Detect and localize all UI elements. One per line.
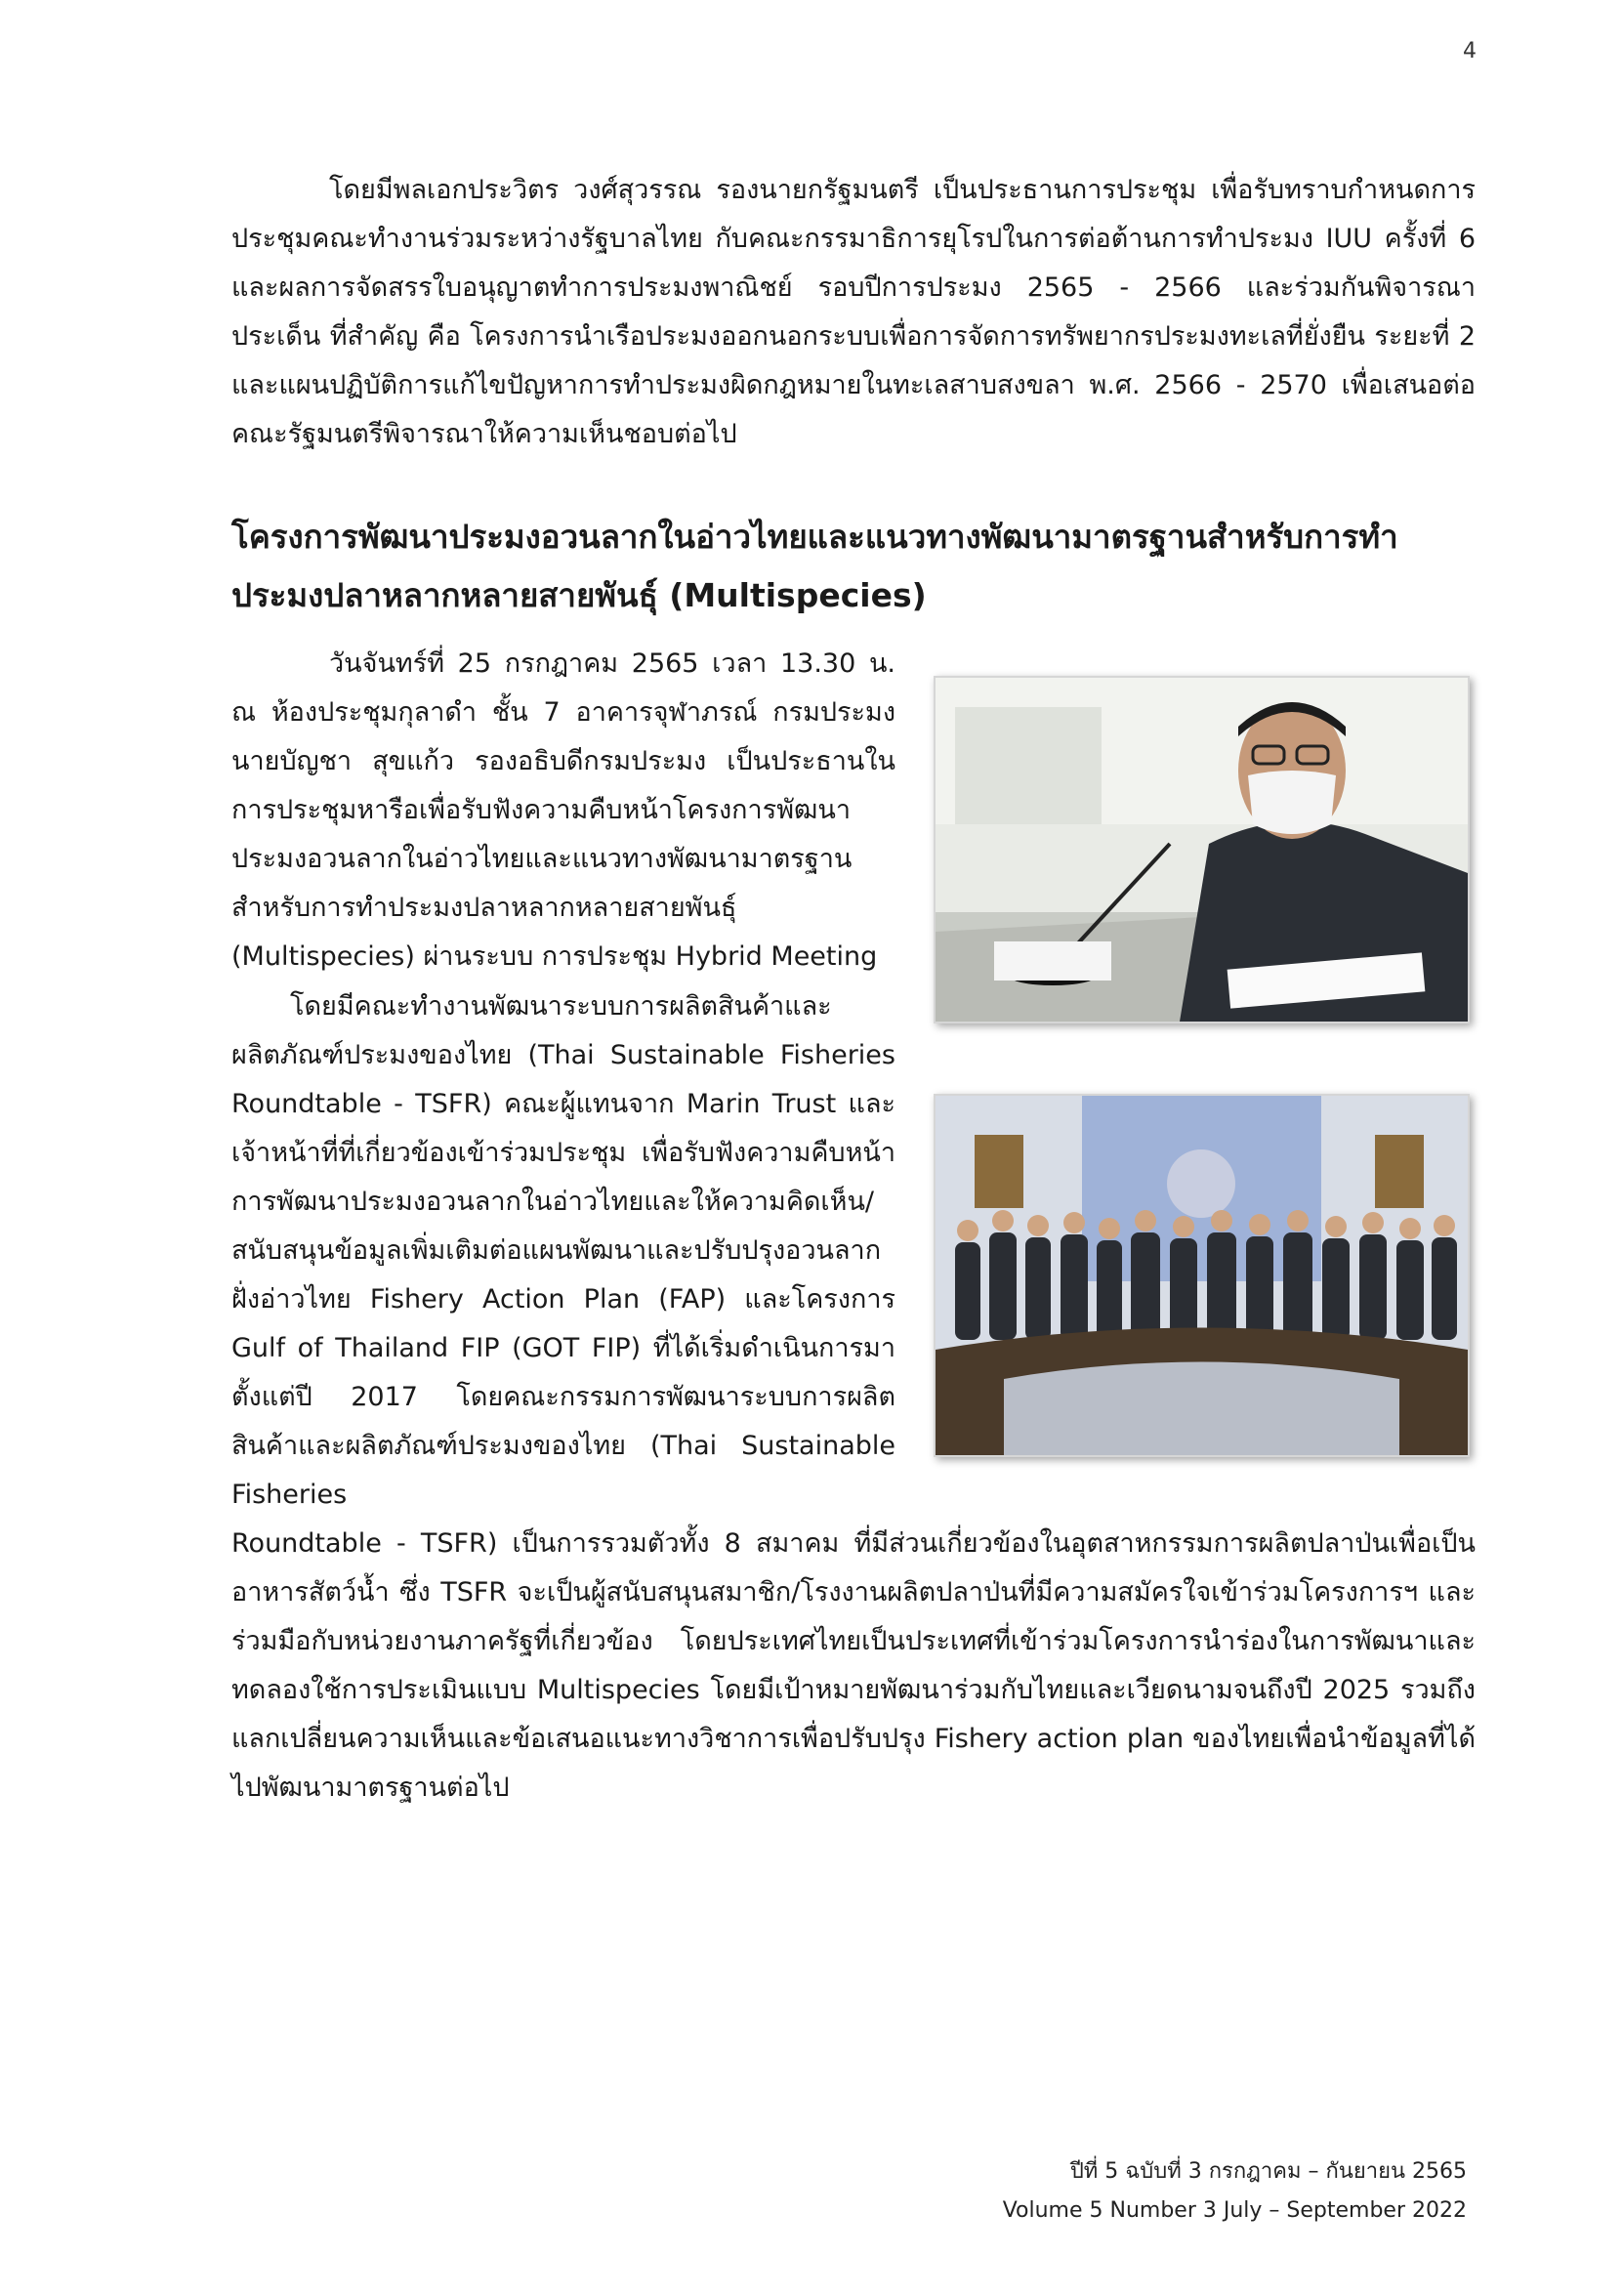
- column-paragraph-2: โดยมีคณะทำงานพัฒนาระบบการผลิตสินค้าและผลิตภัณฑ์ประมงของไทย (Thai Sustainable Fisheries Roundtable - TSFR) คณะผู้แทนจาก Marin Trust และเจ้าหน้าที่ที่เกี่ยวข้องเข้าร่วมประชุม เพื่อรับฟังความคืบหน้าการพัฒนาประมงอวนลากในอ่าวไทยและให้ความคิดเห็น/สนับสนุนข้อมูลเพิ่มเติมต่อแผนพัฒนาและปรับปรุงอวนลากฝั่งอ่าวไทย Fishery Action Plan (FAP) และโครงการ Gulf of Thailand FIP (GOT FIP) ที่ได้เริ่มดำเนินการมาตั้งแต่ปี 2017 โดยคณะกรรมการพัฒนาระบบการผลิตสินค้าและผลิตภัณฑ์ประมงของไทย (Thai Sustainable Fisheries: [231, 991, 895, 1510]
- meeting-chair-photo: [934, 676, 1470, 1023]
- full-width-paragraph: Roundtable - TSFR) เป็นการรวมตัวทั้ง 8 สมาคม ที่มีส่วนเกี่ยวข้องในอุตสาหกรรมการผลิตปลาป่นเพื่อเป็นอาหารสัตว์น้ำ ซึ่ง TSFR จะเป็นผู้สนับสนุนสมาชิก/โรงงานผลิตปลาป่นที่มีความสมัครใจเข้าร่วมโครงการฯ และร่วมมือกับหน่วยงานภาครัฐที่เกี่ยวข้อง โดยประเทศไทยเป็นประเทศที่เข้าร่วมโครงการนำร่องในการพัฒนาและทดลองใช้การประเมินแบบ Multispecies โดยมีเป้าหมายพัฒนาร่วมกับไทยและเวียดนามจนถึงปี 2025 รวมถึงแลกเปลี่ยนความเห็นและข้อเสนอแนะทางวิชาการเพื่อปรับปรุง Fishery action plan ของไทยเพื่อนำข้อมูลที่ได้ไปพัฒนามาตรฐานต่อไป: [231, 1528, 1476, 1803]
- footer-english-line: Volume 5 Number 3 July – September 2022: [1002, 2198, 1467, 2223]
- page-number: 4: [1463, 39, 1477, 63]
- column-paragraph-1: วันจันทร์ที่ 25 กรกฎาคม 2565 เวลา 13.30 น. ณ ห้องประชุมกุลาดำ ชั้น 7 อาคารจุฬาภรณ์ กรมประมง นายบัญชา สุขแก้ว รองอธิบดีกรมประมง เป็นประธานในการประชุมหารือเพื่อรับฟังความคืบหน้าโครงการพัฒนาประมงอวนลากในอ่าวไทยและแนวทางพัฒนามาตรฐานสำหรับการทำประมงปลาหลากหลายสายพันธุ์ (Multispecies) ผ่านระบบ การประชุม Hybrid Meeting: [231, 648, 895, 972]
- meeting-chair-illustration: [936, 678, 1468, 1022]
- footer: [1003, 2152, 1467, 2231]
- group-meeting-illustration: [936, 1096, 1468, 1455]
- footer-thai-line: ปีที่ 5 ฉบับที่ 3 กรกฎาคม – กันยายน 2565: [1069, 2159, 1467, 2184]
- section-heading: โครงการพัฒนาประมงอวนลากในอ่าวไทยและแนวทางพัฒนามาตรฐานสำหรับการทำประมงปลาหลากหลายสายพันธุ์ (Multispecies): [231, 518, 1398, 614]
- group-meeting-photo: [934, 1094, 1470, 1457]
- intro-paragraph: โดยมีพลเอกประวิตร วงศ์สุวรรณ รองนายกรัฐมนตรี เป็นประธานการประชุม เพื่อรับทราบกำหนดการประชุมคณะทำงานร่วมระหว่างรัฐบาลไทย กับคณะกรรมาธิการยุโรปในการต่อต้านการทำประมง IUU ครั้งที่ 6 และผลการจัดสรรใบอนุญาตทำการประมงพาณิชย์ รอบปีการประมง 2565 - 2566 และร่วมกันพิจารณาประเด็น ที่สำคัญ คือ โครงการนำเรือประมงออกนอกระบบเพื่อการจัดการทรัพยากรประมงทะเลที่ยั่งยืน ระยะที่ 2 และแผนปฏิบัติการแก้ไขปัญหาการทำประมงผิดกฎหมายในทะเลสาบสงขลา พ.ศ. 2566 - 2570 เพื่อเสนอต่อคณะรัฐมนตรีพิจารณาให้ความเห็นชอบต่อไป: [231, 175, 1476, 449]
